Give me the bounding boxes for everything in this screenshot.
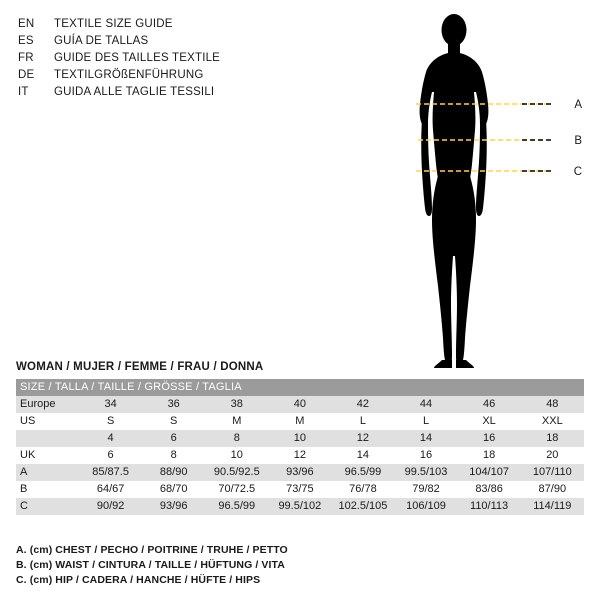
language-title: TEXTILE SIZE GUIDE [54,18,173,30]
row-value: 76/78 [331,481,394,498]
size-table-wrapper [16,379,584,515]
row-value: 104/107 [458,464,521,481]
language-titles [18,16,318,101]
size-table [16,379,584,515]
row-value: 14 [394,430,457,447]
row-value: 68/70 [142,481,205,498]
section-title: WOMAN / MUJER / FEMME / FRAU / DONNA [16,361,264,373]
row-value: 4 [79,430,142,447]
row-value: 10 [205,447,268,464]
table-row [16,447,584,464]
row-value: 38 [205,396,268,413]
row-value: 96.5/99 [205,498,268,515]
row-value: 110/113 [458,498,521,515]
row-label: Europe [16,396,79,413]
row-label: C [16,498,79,515]
row-value: 18 [521,430,584,447]
table-row [16,464,584,481]
row-value: 73/75 [268,481,331,498]
row-value: 42 [331,396,394,413]
language-row [18,84,318,101]
note-line: B. (cm) WAIST / CINTURA / TAILLE / HÜFTUNG / VITA [16,559,285,571]
note-line: C. (cm) HIP / CADERA / HANCHE / HÜFTE / HIPS [16,574,261,586]
row-value: 93/96 [142,498,205,515]
row-value: S [142,413,205,430]
row-value: 10 [268,430,331,447]
table-header-label: SIZE / TALLA / TAILLE / GRÖSSE / TAGLIA [16,379,584,396]
row-value: 8 [205,430,268,447]
row-label [16,430,79,447]
language-row [18,50,318,67]
language-title: GUIDE DES TAILLES TEXTILE [54,52,221,64]
row-value: 102.5/105 [331,498,394,515]
row-value: 36 [142,396,205,413]
table-row [16,396,584,413]
language-row [18,16,318,33]
language-code: DE [18,69,35,81]
measure-label-a: A [574,99,582,111]
row-value: 64/67 [79,481,142,498]
row-value: 6 [79,447,142,464]
table-row [16,413,584,430]
row-value: XL [458,413,521,430]
row-value: 79/82 [394,481,457,498]
language-code: FR [18,52,34,64]
row-label: US [16,413,79,430]
body-figure [382,8,592,373]
row-value: 18 [458,447,521,464]
row-value: L [394,413,457,430]
table-row [16,481,584,498]
row-label: B [16,481,79,498]
language-title: GUÍA DE TALLAS [54,35,149,47]
language-title: TEXTILGRÖßENFÜHRUNG [54,69,204,81]
row-value: M [268,413,331,430]
row-value: 90/92 [79,498,142,515]
row-label: UK [16,447,79,464]
row-value: M [205,413,268,430]
row-value: 12 [331,430,394,447]
row-value: 46 [458,396,521,413]
row-value: 93/96 [268,464,331,481]
label-leader-lines [522,104,552,171]
language-row [18,67,318,84]
row-value: S [79,413,142,430]
measurement-notes [16,543,288,588]
female-silhouette-icon [382,8,592,373]
row-value: 88/90 [142,464,205,481]
table-row [16,498,584,515]
row-value: 6 [142,430,205,447]
measure-label-b: B [574,135,582,147]
row-value: 12 [268,447,331,464]
row-value: 48 [521,396,584,413]
table-header-row [16,379,584,396]
table-row [16,430,584,447]
row-value: 8 [142,447,205,464]
row-value: 44 [394,396,457,413]
row-value: 99.5/102 [268,498,331,515]
row-value: 114/119 [521,498,584,515]
row-value: 16 [458,430,521,447]
row-value: 14 [331,447,394,464]
row-value: 87/90 [521,481,584,498]
language-code: IT [18,86,29,98]
language-row [18,33,318,50]
note-line: A. (cm) CHEST / PECHO / POITRINE / TRUHE / PETTO [16,544,288,556]
row-value: 83/86 [458,481,521,498]
row-value: 85/87.5 [79,464,142,481]
row-value: 107/110 [521,464,584,481]
row-label: A [16,464,79,481]
row-value: 106/109 [394,498,457,515]
row-value: 16 [394,447,457,464]
measure-label-c: C [573,166,582,178]
row-value: 40 [268,396,331,413]
row-value: 90.5/92.5 [205,464,268,481]
row-value: L [331,413,394,430]
row-value: 70/72.5 [205,481,268,498]
language-code: ES [18,35,34,47]
row-value: 99.5/103 [394,464,457,481]
row-value: XXL [521,413,584,430]
row-value: 34 [79,396,142,413]
row-value: 96.5/99 [331,464,394,481]
language-code: EN [18,18,35,30]
row-value: 20 [521,447,584,464]
language-title: GUIDA ALLE TAGLIE TESSILI [54,86,215,98]
